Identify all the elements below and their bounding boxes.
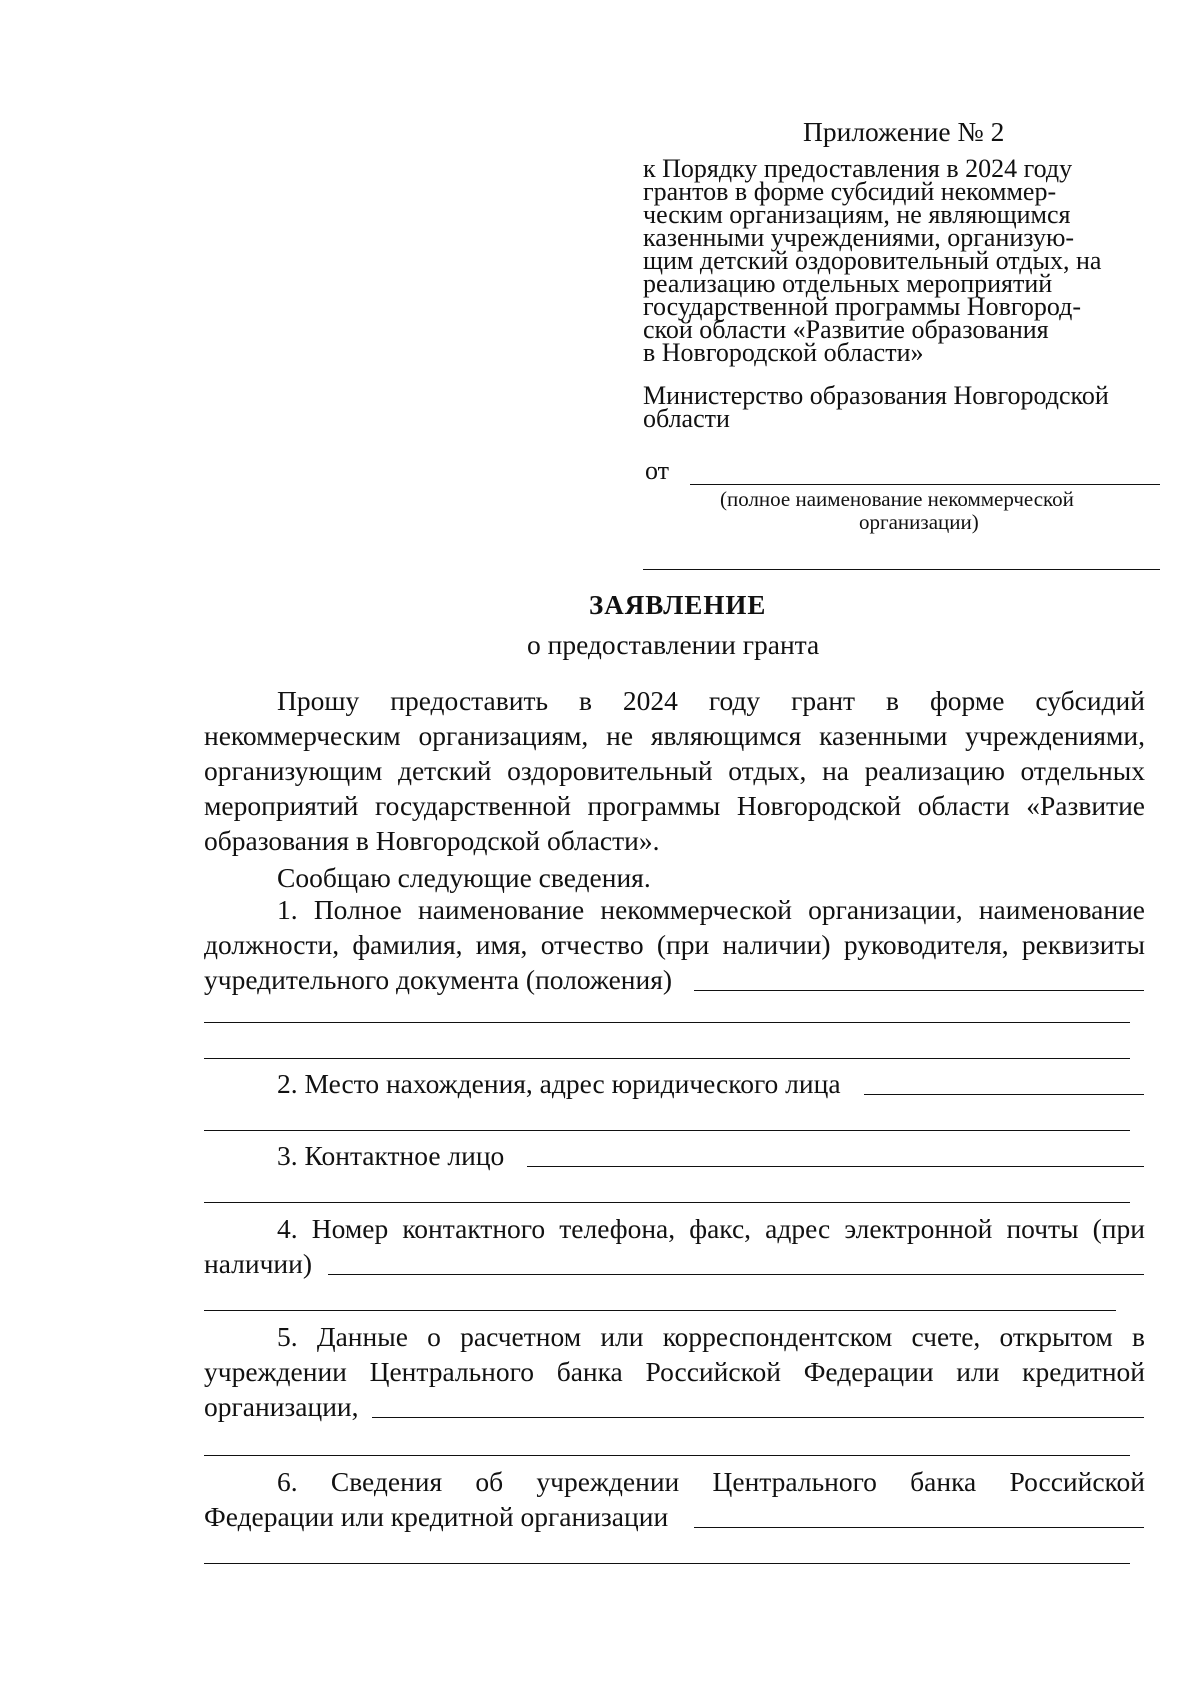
header-line: в Новгородской области» xyxy=(643,338,924,367)
from-fill-line xyxy=(690,484,1160,485)
item6-line: 6. Сведения об учреждении Центрального банка Российской xyxy=(277,1466,1145,1497)
intro-line: образования в Новгородской области». xyxy=(204,825,660,856)
intro-line: мероприятий государственной программы Новгородской области «Развитие xyxy=(204,790,1145,821)
from-fill-line-2 xyxy=(643,569,1160,570)
item4-line: наличии) xyxy=(204,1248,313,1279)
intro-line: Прошу предоставить в 2024 году грант в форме субсидий xyxy=(277,685,1145,716)
item5-line: 5. Данные о расчетном или корреспондентском счете, открытом в xyxy=(277,1321,1145,1352)
header-line: грантов в форме субсидий некоммер- xyxy=(643,177,1057,206)
from-hint: организации) xyxy=(859,510,979,534)
item3-fill-line xyxy=(527,1166,1144,1167)
item4-fill-line xyxy=(204,1310,1116,1311)
document-subtitle: о предоставлении гранта xyxy=(527,629,820,660)
header-line: казенными учреждениями, организую- xyxy=(643,223,1075,252)
from-hint: (полное наименование некоммерческой xyxy=(720,487,1074,511)
item1-line: должности, фамилия, имя, отчество (при наличии) руководителя, реквизиты xyxy=(204,929,1145,960)
intro-line: организующим детский оздоровительный отдых, на реализацию отдельных xyxy=(204,755,1145,786)
item4-fill-line xyxy=(328,1274,1144,1275)
item5-line: учреждении Центрального банка Российской Федерации или кредитной xyxy=(204,1356,1145,1387)
item1-fill-line xyxy=(204,1022,1130,1023)
header-line: щим детский оздоровительный отдых, на xyxy=(643,246,1102,275)
item6-fill-line xyxy=(204,1563,1130,1564)
item1-fill-line xyxy=(204,1058,1130,1059)
intro-line: некоммерческим организациям, не являющимся казенными учреждениями, xyxy=(204,720,1145,751)
header-line: к Порядку предоставления в 2024 году xyxy=(643,154,1073,183)
addressee-line: Министерство образования Новгородской xyxy=(643,381,1109,410)
item3-line: 3. Контактное лицо xyxy=(277,1140,505,1171)
item5-line: организации, xyxy=(204,1391,359,1422)
item1-line: 1. Полное наименование некоммерческой организации, наименование xyxy=(277,894,1145,925)
document-title: ЗАЯВЛЕНИЕ xyxy=(589,590,767,620)
item1-fill-line xyxy=(694,990,1144,991)
from-label: от xyxy=(645,456,670,485)
item6-line: Федерации или кредитной организации xyxy=(204,1501,669,1532)
addressee-line: области xyxy=(643,404,730,433)
item3-fill-line xyxy=(204,1202,1130,1203)
item5-fill-line xyxy=(372,1417,1144,1418)
item2-fill-line xyxy=(204,1130,1130,1131)
item2-line: 2. Место нахождения, адрес юридического лица xyxy=(277,1068,841,1099)
header-line: ческим организациям, не являющимся xyxy=(643,200,1071,229)
item5-fill-line xyxy=(204,1455,1130,1456)
item6-fill-line xyxy=(694,1527,1144,1528)
item4-line: 4. Номер контактного телефона, факс, адрес электронной почты (при xyxy=(277,1213,1145,1244)
appendix-title: Приложение № 2 xyxy=(803,116,1005,147)
item2-fill-line xyxy=(864,1094,1144,1095)
report-line: Сообщаю следующие сведения. xyxy=(277,862,651,893)
header-line: государственной программы Новгород- xyxy=(643,292,1082,321)
header-line: ской области «Развитие образования xyxy=(643,315,1049,344)
header-line: реализацию отдельных мероприятий xyxy=(643,269,1053,298)
item1-line: учредительного документа (положения) xyxy=(204,964,673,995)
